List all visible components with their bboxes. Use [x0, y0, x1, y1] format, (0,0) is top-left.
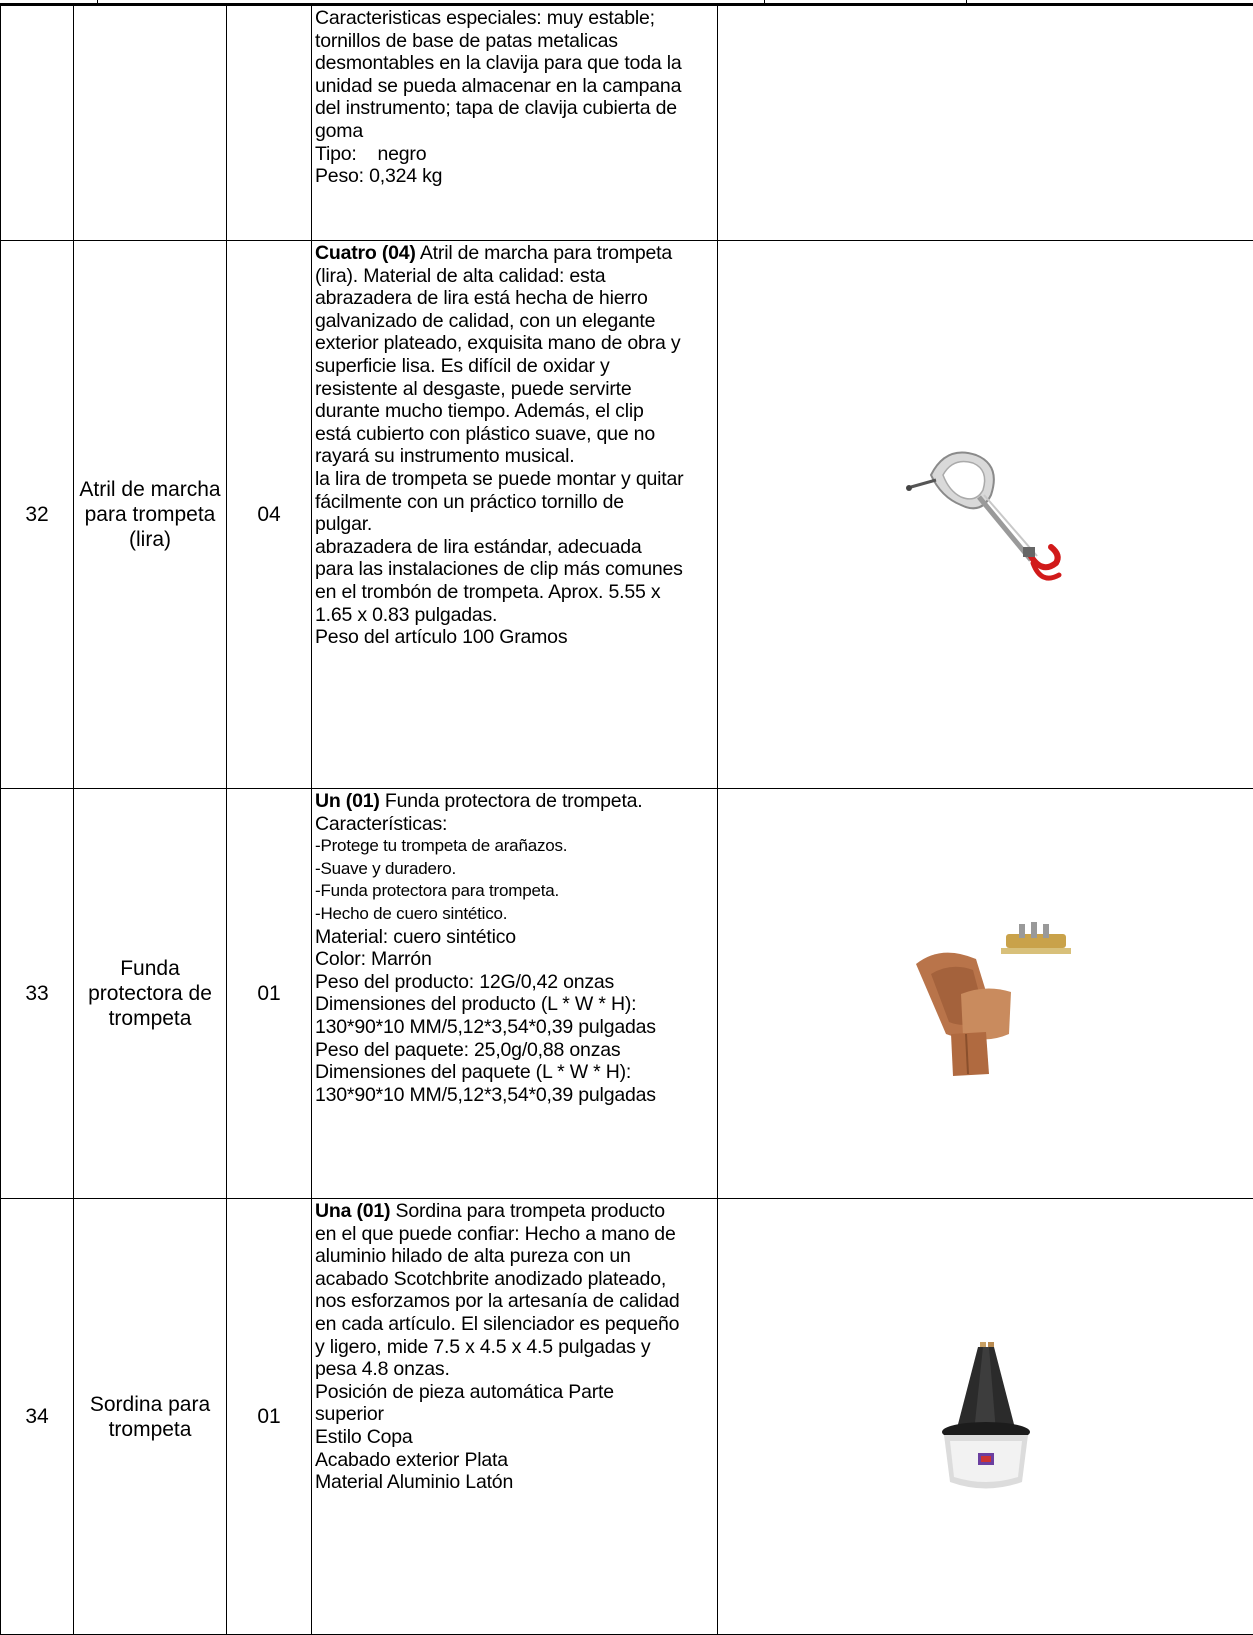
item-number [1, 6, 74, 241]
item-number: 32 [1, 241, 74, 789]
item-description: Cuatro (04) Atril de marcha para trompeta (lira). Material de alta calidad: esta abrazadera de lira está hecha de hierro galvanizado de calidad, con un elegante exterior plateado, exquisita mano de obra y superficie lisa. Es difícil de oxidar y resistente al desgaste, puede servirte durante mucho tiempo. Además, el clip está cubierto con plástico suave, que no rayará su instrumento musical. la lira de trompeta se puede montar y quitar fácilmente con un práctico tornillo de pulgar. abrazadera de lira estándar, adecuada para las instalaciones de clip más comunes en el trombón de trompeta. Aprox. 5.55 x 1.65 x 0.83 pulgadas. Peso del artículo 100 Gramos [312, 241, 718, 789]
item-name: Sordina para trompeta [74, 1199, 227, 1635]
item-name [74, 6, 227, 241]
leather-cover-image [891, 904, 1081, 1084]
item-image-cell [718, 6, 1253, 241]
item-number: 33 [1, 789, 74, 1199]
items-table [0, 5, 1253, 1635]
item-description: Una (01) Sordina para trompeta producto en el que puede confiar: Hecho a mano de aluminio hilado de alta pureza con un acabado Scotchbrite anodizado plateado, nos esforzamos por la artesanía de calidad en cada artículo. El silenciador es pequeño y ligero, mide 7.5 x 4.5 x 4.5 pulgadas y pesa 4.8 onzas. Posición de pieza automática Parte superior Estilo Copa Acabado exterior Plata Material Aluminio Latón [312, 1199, 718, 1635]
item-quantity: 04 [227, 241, 312, 789]
item-quantity [227, 6, 312, 241]
item-image-cell [718, 789, 1253, 1199]
item-quantity: 01 [227, 1199, 312, 1635]
trumpet-mute-image [926, 1337, 1046, 1497]
table-row [1, 1199, 1253, 1635]
item-image-cell [718, 1199, 1253, 1635]
item-quantity-words: Una (01) [315, 1200, 390, 1222]
item-quantity: 01 [227, 789, 312, 1199]
item-quantity-words: Cuatro (04) [315, 242, 416, 264]
item-description: Caracteristicas especiales: muy estable; tornillos de base de patas metalicas desmontables en la clavija para que toda la unidad se pueda almacenar en la campana del instrumento; tapa de clavija cubierta de goma Tipo: negro Peso: 0,324 kg [312, 6, 718, 241]
item-image-cell [718, 241, 1253, 789]
trumpet-lyre-image [891, 435, 1081, 595]
item-number: 34 [1, 1199, 74, 1635]
item-description: Un (01) Funda protectora de trompeta. Características: -Protege tu trompeta de arañazos. -Suave y duradero. -Funda protectora para trompeta. -Hecho de cuero sintético. Material: cuero sintético Color: Marrón Peso del producto: 12G/0,42 onzas Dimensiones del producto (L * W * H): 130*90*10 MM/5,12*3,54*0,39 pulgadas Peso del paquete: 25,0g/0,88 onzas Dimensiones del paquete (L * W * H): 130*90*10 MM/5,12*3,54*0,39 pulgadas [312, 789, 718, 1199]
table-row [1, 241, 1253, 789]
table-row [1, 789, 1253, 1199]
item-quantity-words: Un (01) [315, 790, 380, 812]
item-name: Atril de marcha para trompeta (lira) [74, 241, 227, 789]
table-row [1, 6, 1253, 241]
item-name: Funda protectora de trompeta [74, 789, 227, 1199]
